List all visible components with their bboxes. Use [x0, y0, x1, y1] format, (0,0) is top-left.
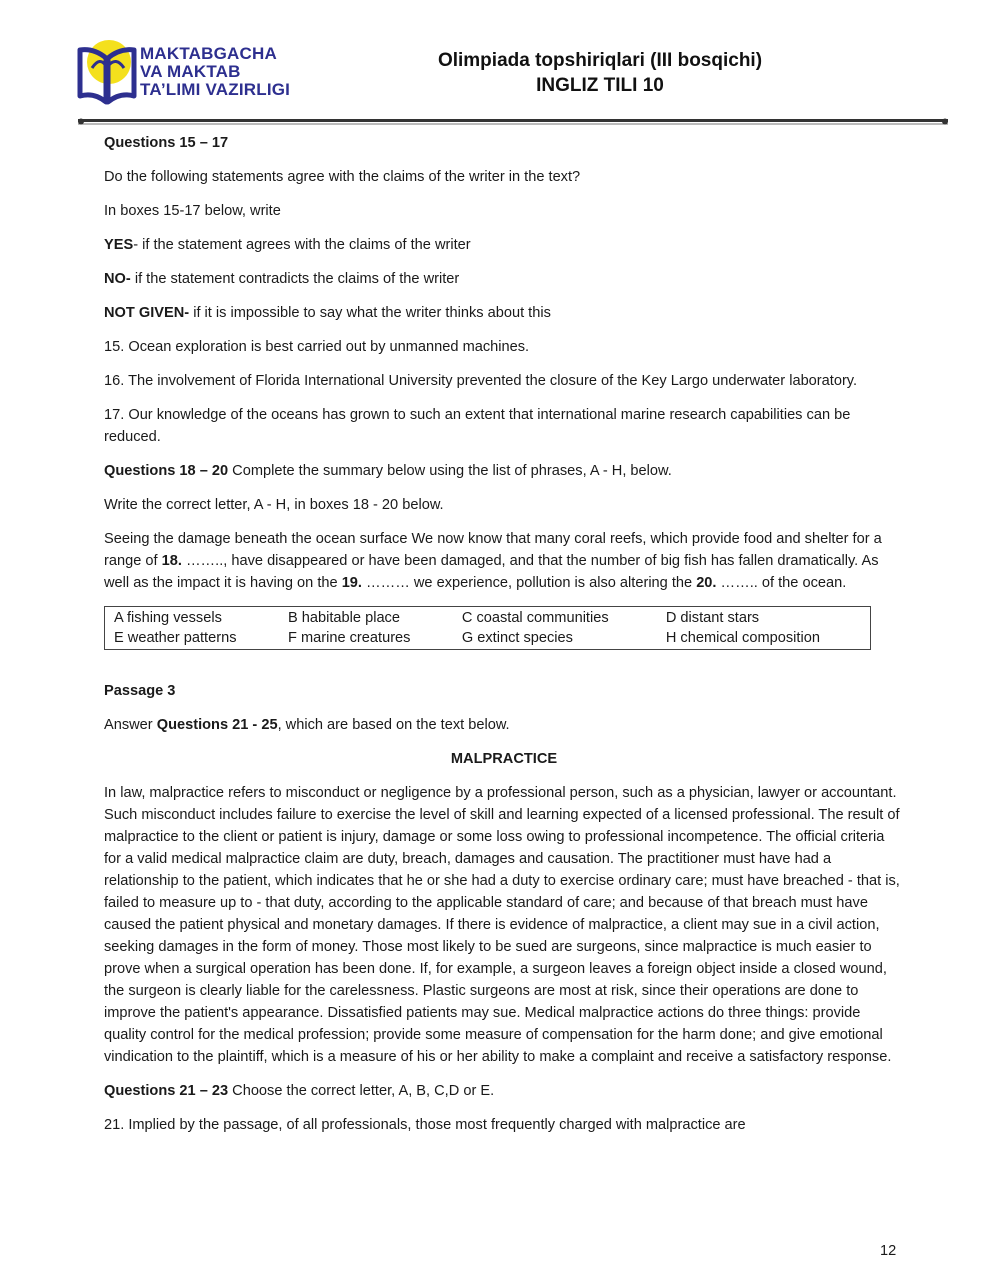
option-g: G extinct species — [461, 630, 573, 646]
summary-part-2: …….., have disappeared or have been damaged, and that the number of big fish has fallen dramatically. As well as the impact it is having on the — [104, 553, 879, 591]
option-d: D distant stars — [665, 610, 760, 626]
option-c: C coastal communities — [461, 610, 609, 626]
question-21: 21. Implied by the passage, of all professionals, those most frequently charged with malpractice are — [104, 1117, 746, 1133]
q21-heading-line — [104, 1080, 904, 1102]
answer-post: , which are based on the text below. — [277, 717, 510, 733]
q18-heading-line — [104, 460, 904, 482]
question-17: 17. Our knowledge of the oceans has grown to such an extent that international marine research capabilities can be reduced. — [104, 407, 851, 445]
not-given-label: NOT GIVEN- — [104, 305, 190, 321]
summary-gap-18: 18. — [161, 553, 182, 569]
logo-wordmark — [140, 45, 290, 99]
ministry-logo — [76, 36, 316, 110]
header-divider — [78, 118, 948, 126]
q21-instruction: Choose the correct letter, A, B, C,D or E. — [228, 1083, 495, 1099]
not-given-definition — [104, 302, 904, 324]
option-e: E weather patterns — [114, 630, 237, 646]
summary-part-4: …….. of the ocean. — [716, 575, 847, 591]
no-label: NO- — [104, 271, 131, 287]
logo-line-1: MAKTABGACHA — [140, 44, 277, 63]
no-text: if the statement contradicts the claims of the writer — [130, 271, 460, 287]
option-b: B habitable place — [288, 610, 400, 626]
phrase-options-table — [104, 606, 871, 650]
document-title — [360, 48, 840, 98]
summary-part-1: Seeing the damage beneath the ocean surface We now know that many coral reefs, which provide food and shelter for a range of — [104, 531, 882, 569]
option-h: H chemical composition — [665, 630, 820, 646]
page-number: 12 — [880, 1243, 897, 1259]
logo-line-2: VA MAKTAB — [140, 62, 241, 81]
not-given-text: if it is impossible to say what the writer thinks about this — [189, 305, 551, 321]
question-16: 16. The involvement of Florida International University prevented the closure of the Key Largo underwater laboratory. — [104, 373, 858, 389]
q15-instruction: Do the following statements agree with the claims of the writer in the text? — [104, 169, 581, 185]
answer-pre: Answer — [104, 717, 157, 733]
summary-part-3: ……… we experience, pollution is also altering the — [361, 575, 697, 591]
yes-definition — [104, 234, 904, 256]
option-f: F marine creatures — [288, 630, 411, 646]
logo-line-3: TA’LIMI VAZIRLIGI — [140, 80, 291, 99]
yes-label: YES — [104, 237, 134, 253]
summary-gap-19: 19. — [341, 575, 362, 591]
summary-paragraph — [104, 528, 904, 594]
page-content — [104, 132, 904, 1148]
title-line-2: INGLIZ TILI 10 — [536, 75, 664, 96]
q15-boxes-note: In boxes 15-17 below, write — [104, 203, 281, 219]
title-line-1: Olimpiada topshiriqlari (III bosqichi) — [437, 50, 763, 71]
passage-title: MALPRACTICE — [450, 751, 558, 767]
yes-text: - if the statement agrees with the claims of the writer — [133, 237, 471, 253]
question-15: 15. Ocean exploration is best carried out by unmanned machines. — [104, 339, 530, 355]
table-row — [105, 628, 871, 650]
q15-heading: Questions 15 – 17 — [104, 135, 229, 151]
passage-text: In law, malpractice refers to misconduct or negligence by a professional person, such as a physician, lawyer or accountant. Such misconduct includes failure to exercise the level of skill and learning expected of a licensed professional. The result of malpractice to the client or patient is injury, damage or some loss owing to professional incompetence. The official criteria for a valid medical malpractice claim are duty, breach, damages and causation. The practitioner must have had a relationship to the patient, which indicates that he or she had a duty to exercise ordinary care; must have breached - that is, failed to measure up to - that duty, according to the applicable standard of care; and because of that breach must have caused the patient physical and monetary damages. If there is evidence of malpractice, a client may sue in a civil action, seeking damages in the form of money. Those most likely to be sued are surgeons, since malpractice is much easier to prove when a surgical operation has been done. If, for example, a surgeon leaves a foreign object inside a closed wound, the surgeon is clearly liable for the carelessness. Plastic surgeons are most at risk, since their operations are done to improve the patient's appearance. Dissatisfied patients may sue. Medical malpractice actions do three things: provide quality control for the medical profession; provide some measure of compensation for the harm done; and give emotional vindication to the plaintiff, which is a measure of his or her ability to make a complaint and receive a satisfactory response. — [104, 785, 900, 1065]
no-definition — [104, 268, 904, 290]
passage-3-instruction — [104, 714, 904, 736]
q18-write-note: Write the correct letter, A - H, in boxes 18 - 20 below. — [104, 497, 444, 513]
answer-questions: Questions 21 - 25 — [156, 717, 278, 733]
summary-gap-20: 20. — [696, 575, 717, 591]
q21-heading: Questions 21 – 23 — [104, 1083, 229, 1099]
book-emblem-icon — [76, 36, 138, 110]
table-row — [105, 607, 871, 629]
q18-heading: Questions 18 – 20 — [104, 463, 229, 479]
option-a: A fishing vessels — [114, 610, 222, 626]
passage-3-heading: Passage 3 — [104, 683, 176, 699]
q18-instruction: Complete the summary below using the list of phrases, A - H, below. — [228, 463, 672, 479]
